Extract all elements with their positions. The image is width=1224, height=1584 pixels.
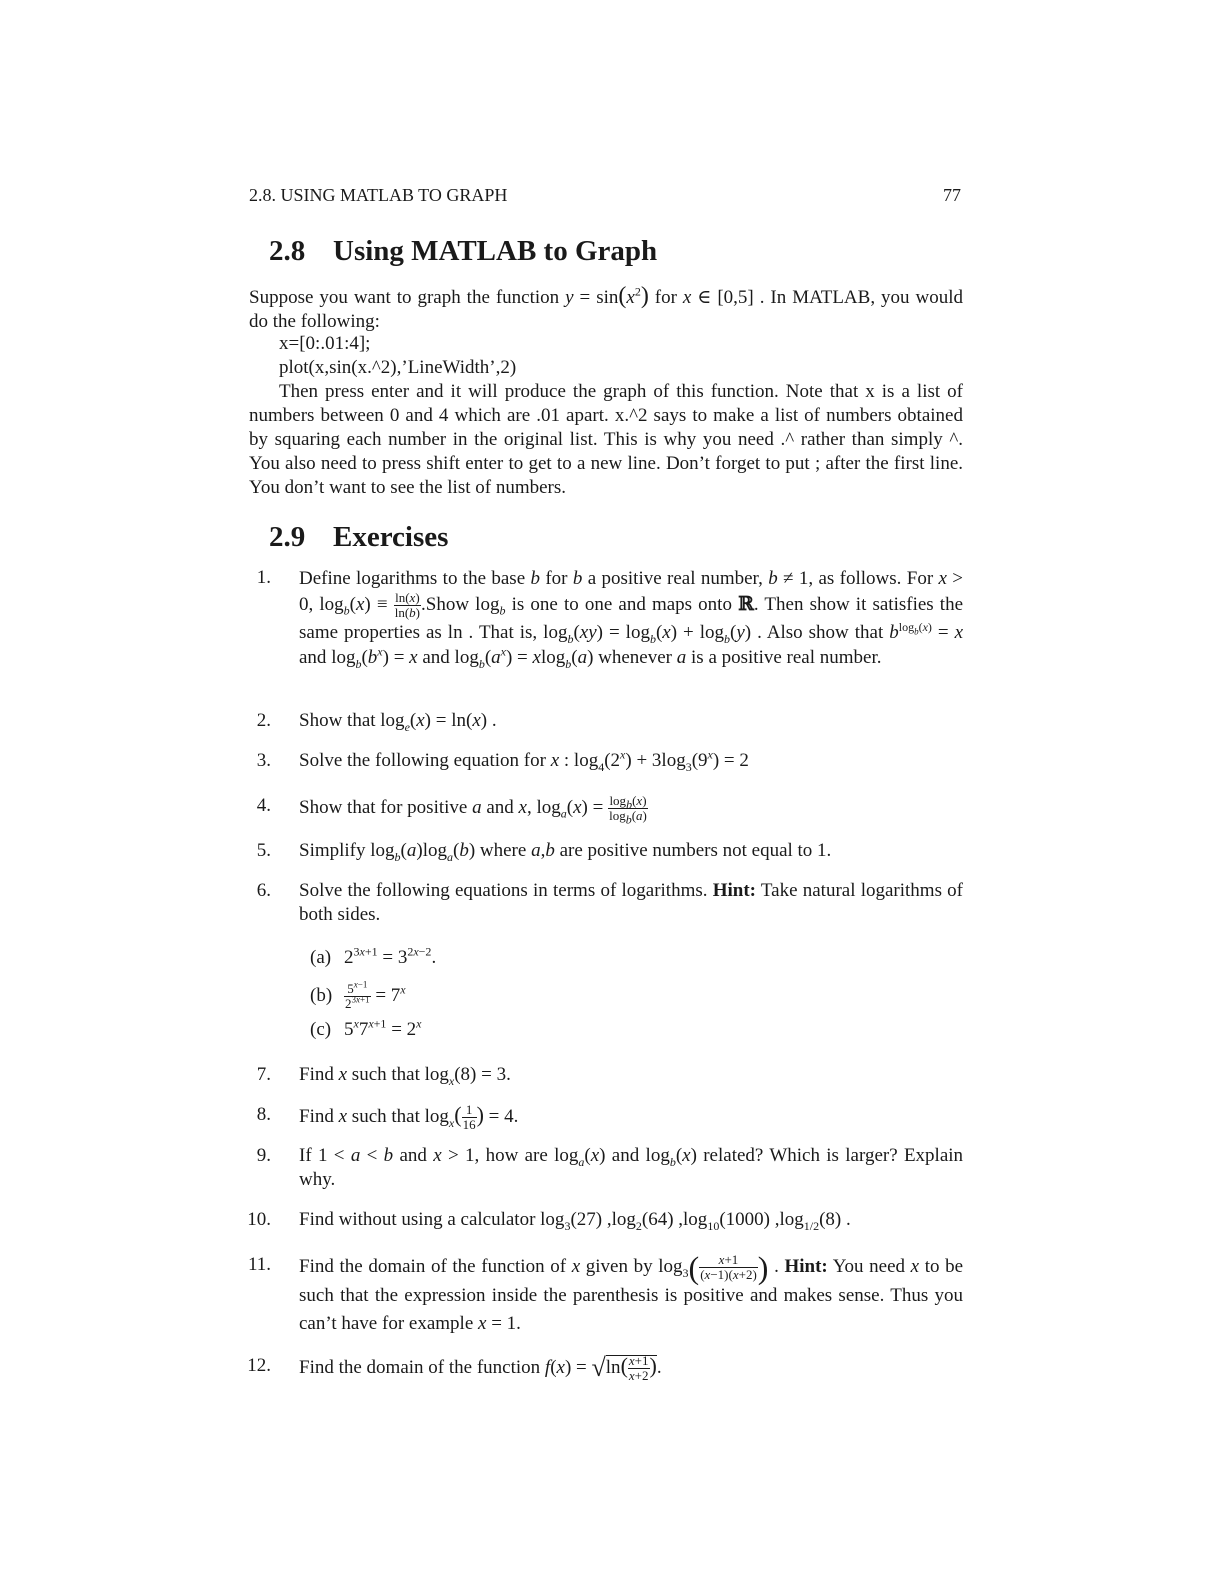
section-title: Using MATLAB to Graph xyxy=(333,235,658,267)
section-number: 2.8 xyxy=(269,235,306,267)
exercise-9: 9. If 1 < a < b and x > 1, how are $\log_a(x)$ and $\log_b(x)$ related? Which is larger? Explain why. xyxy=(256,1145,964,1190)
exercise-10: 10. Find without using a calculator $\log_3(27)$ $,\log_2(64)$ $,\log_{10}(1000)$ $,\log_{1/2}(8)$ . xyxy=(247,1209,851,1233)
exercise-5: 5. Simplify $\log_b(a)\log_a(b)$ where a,b are positive numbers not equal to 1. xyxy=(256,840,832,864)
paragraph-explanation: Then press enter and it will produce the graph of this function. Note that x is a list of numbers between 0 and 4 which are .01 apart. x.^2 says to make a list of numbers obtained by squaring each number in the original list. This is why you need .^ rather than simply ^. You also need to press shift enter to get to a new line. Don’t forget to put ; after the first line. You don’t want to see the list of numbers. xyxy=(249,381,963,498)
exercise-2: 2. Show that $\log_e(x) = \ln(x)$ . xyxy=(256,710,497,734)
section-number: 2.9 xyxy=(269,521,306,553)
section-title: Exercises xyxy=(333,521,449,553)
exercise-6: 6. Solve the following equations in terms of logarithms. Hint: Take natural logarithms of both sides. xyxy=(256,880,963,925)
exercise-6c: (c) $5^x7^{x+1} = 2^x$ xyxy=(310,1016,422,1040)
exercise-6b: (b) $\frac{5^{x-1}}{2^{3x+1}}$ = $7^x$ xyxy=(310,979,406,1011)
exercise-list xyxy=(249,0,963,1584)
code-line-1: x=[0:.01:4]; xyxy=(279,333,371,354)
exercise-7: 7. Find x such that $\log_x(8) = 3$. xyxy=(256,1064,511,1088)
exercise-4: 4. Show that for positive a and x, $\log_a(x)$ = $\frac{\log_b(x)}{\log_b(a)}$ xyxy=(256,793,647,827)
exercise-1: 1. Define logarithms to the base b for b a positive real number, b ≠ 1, as follows. For x > 0, $\log_b(x)$ ≡ $\frac{\ln(x)}{\ln(b)}$ .Show $\log_b$ is one to one and maps onto ℝ. Then show it satisfies the same properties as ln . That is, $\log_b(xy) = \log_b(x) + \log_b(y)$ . Also show that $b^{log_b(x)} = x$ and $\log_b(b^x) = x$ and $\log_b(a^x) = xlog_b(a)$ whenever a is a positive real number. xyxy=(256,567,964,671)
running-header: 2.8. USING MATLAB TO GRAPH xyxy=(249,185,508,205)
exercise-6a: (a) $2^{3x+1} = 3^{2x-2}$. xyxy=(310,944,437,968)
exercise-12: 12. Find the domain of the function f(x) = √ln( $\frac{x+1}{x+2}$ ). xyxy=(247,1353,662,1384)
page-number: 77 xyxy=(943,185,961,205)
exercise-3: 3. Solve the following equation for x : $\log_4(2^x) + 3\log_3(9^x) = 2$ xyxy=(256,747,749,774)
paragraph-intro: Suppose you want to graph the function $y = \sin(x^2)$ for x ∈ [0,5] . In MATLAB, you would do the following: xyxy=(249,283,963,332)
exercise-11: 11. Find the domain of the function of x given by $\log_3$( $\frac{x+1}{(x-1)(x+2)}$ ) . Hint: You need x to be such that the expression inside the parenthesis is positive and makes sense. Thus you can’t have for example x = 1. xyxy=(247,1249,964,1335)
code-line-2: plot(x,sin(x.^2),’LineWidth’,2) xyxy=(279,357,517,378)
exercise-8: 8. Find x such that $\log_x$( $\frac{1}{16}$ ) = 4. xyxy=(256,1102,519,1133)
